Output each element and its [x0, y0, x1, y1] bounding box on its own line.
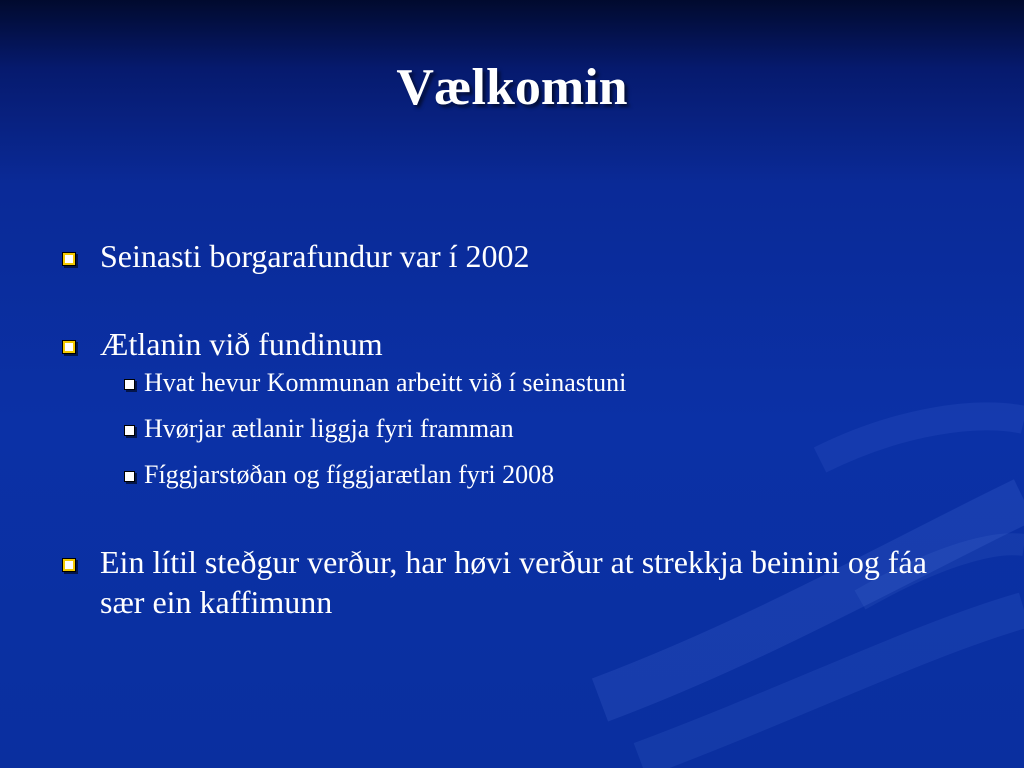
square-bullet-icon: [62, 252, 76, 266]
sub-bullet-item-1: [124, 366, 962, 400]
sub-bullet-text: Fíggjarstøðan og fíggjarætlan fyri 2008: [144, 460, 555, 489]
square-bullet-icon: [124, 425, 135, 436]
bullet-item-3: [62, 542, 930, 622]
slide-title: Vælkomin: [396, 59, 628, 116]
bullet-item-1: [62, 236, 962, 276]
sub-bullet-text: Hvørjar ætlanir liggja fyri framman: [144, 414, 514, 443]
square-bullet-icon: [124, 379, 135, 390]
sub-bullet-item-2: [124, 412, 962, 446]
bullet-text: Seinasti borgarafundur var í 2002: [100, 238, 530, 274]
slide-body: [62, 236, 962, 622]
sub-bullet-item-3: [124, 458, 962, 492]
sub-bullet-list: [124, 366, 962, 492]
bullet-text: Ætlanin við fundinum: [100, 326, 383, 362]
sub-bullet-text: Hvat hevur Kommunan arbeitt við í seinastuni: [144, 368, 627, 397]
bullet-item-2: [62, 324, 962, 364]
bullet-text: Ein lítil steðgur verður, har høvi verður at strekkja beinini og fáa sær ein kaffimunn: [100, 544, 927, 620]
square-bullet-icon: [62, 558, 76, 572]
square-bullet-icon: [62, 340, 76, 354]
square-bullet-icon: [124, 471, 135, 482]
